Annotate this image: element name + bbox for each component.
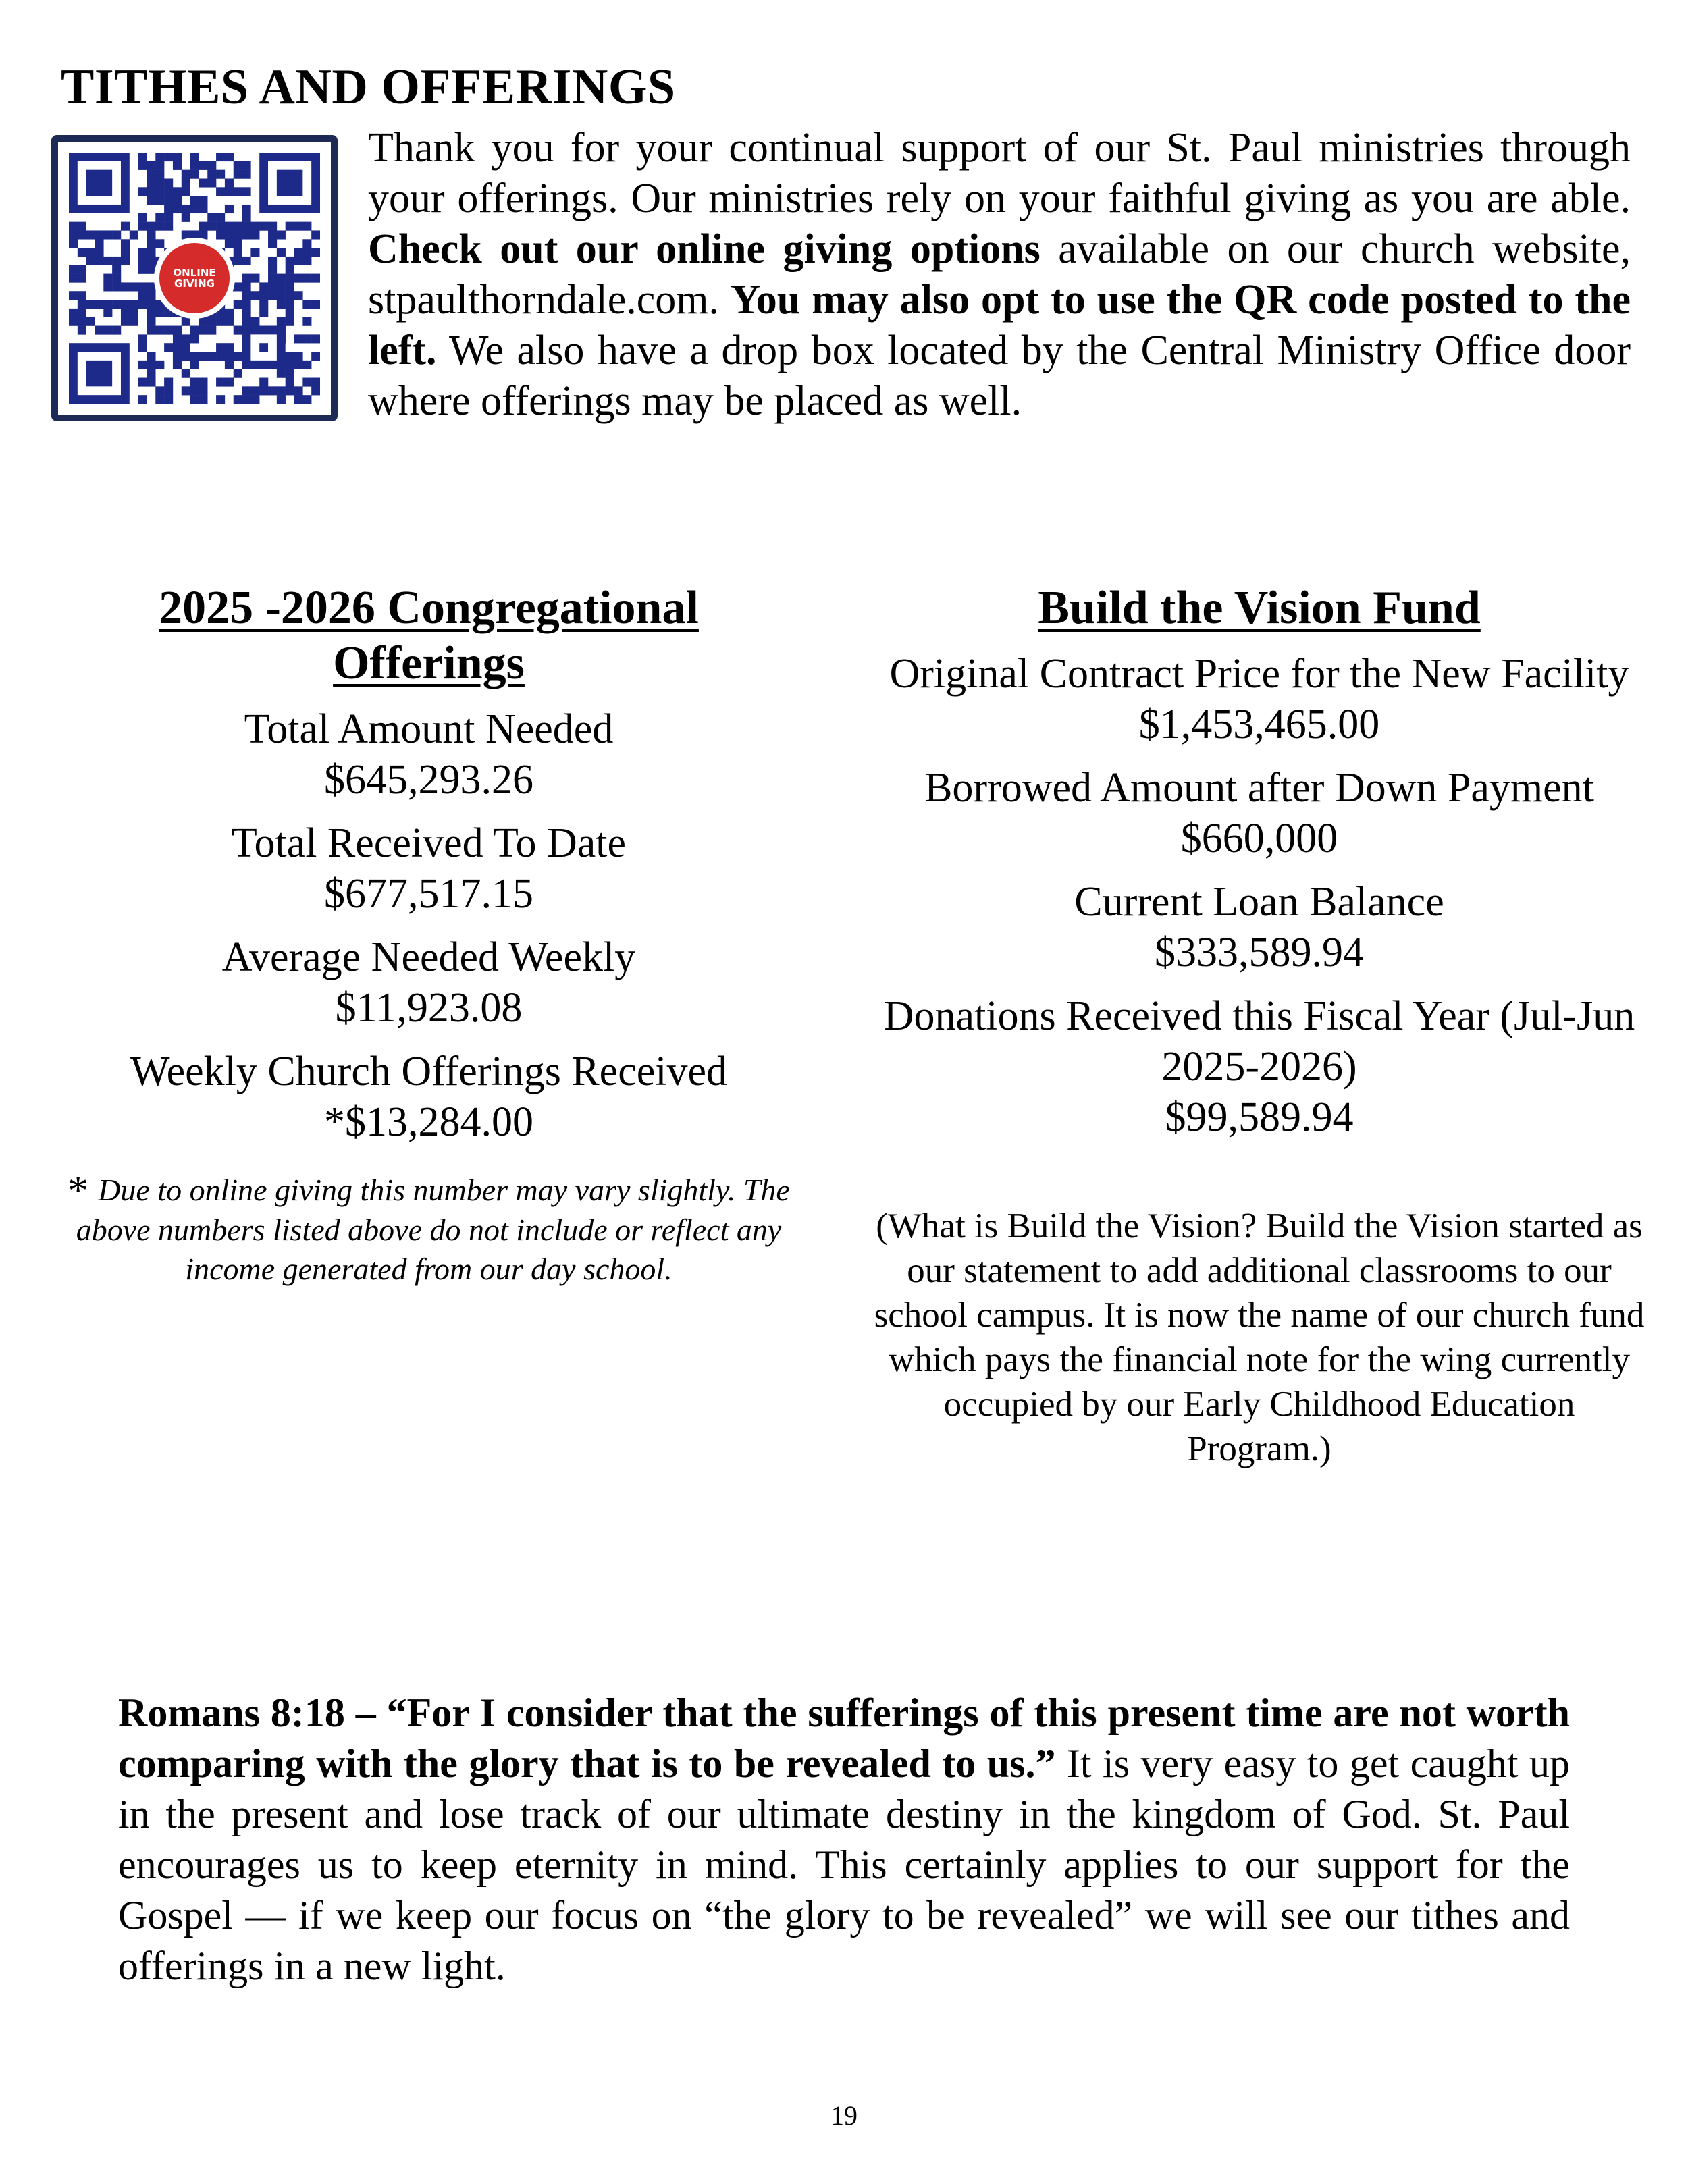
- offerings-item-label: Average Needed Weekly: [221, 934, 636, 980]
- offerings-note-text: Due to online giving this number may vary slightly. The above numbers listed above do not include or reflect any income generated from our day school.: [76, 1173, 790, 1286]
- vision-item-label: Original Contract Price for the New Facility: [889, 651, 1629, 697]
- vision-item: [871, 649, 1647, 750]
- page-number: 19: [830, 2100, 858, 2131]
- offerings-item-label: Total Received To Date: [231, 820, 627, 866]
- offerings-item-value: *$13,284.00: [324, 1099, 533, 1145]
- offerings-item-label: Weekly Church Offerings Received: [130, 1048, 727, 1094]
- intro-bold-1: Check out our online giving options: [368, 226, 1040, 272]
- scripture-commentary: It is very easy to get caught up in the present and lose track of our ultimate destiny in the kingdom of God. St. Paul encourages us to keep eternity in mind. This certainly applies to our support for the Gospel — if we keep our focus on “the glory to be revealed” we will see our tithes and offerings in a new light.: [118, 1741, 1570, 1988]
- vision-item: [871, 763, 1647, 864]
- offerings-item: [61, 932, 797, 1034]
- intro-bold-2: You may also opt to use the QR code posted to the left.: [368, 277, 1631, 373]
- offerings-item-value: $677,517.15: [324, 871, 533, 917]
- vision-column: [871, 581, 1647, 1471]
- vision-item-value: $1,453,465.00: [1138, 701, 1380, 747]
- vision-item-value: $660,000: [1180, 816, 1338, 861]
- offerings-item-label: Total Amount Needed: [244, 706, 614, 752]
- vision-explanation: (What is Build the Vision? Build the Vision started as our statement to add additional classrooms to our school campus. It is now the name of our church fund which pays the financial note for the wing currently occupied by our Early Childhood Education Program.): [874, 1206, 1645, 1468]
- vision-heading: Build the Vision Fund: [1038, 582, 1481, 634]
- page-title: TITHES AND OFFERINGS: [61, 59, 676, 115]
- qr-code[interactable]: [51, 135, 338, 421]
- vision-item-label: Current Loan Balance: [1074, 879, 1444, 925]
- offerings-item: [61, 818, 797, 920]
- offerings-column: [61, 581, 797, 1289]
- badge-line-2: GIVING: [174, 277, 215, 290]
- intro-text-1: Thank you for your continual support of our St. Paul ministries through your offerings. Our ministries rely on your faithful giving as you are able.: [368, 125, 1631, 221]
- vision-item-label: Donations Received this Fiscal Year (Jul-Jun 2025-2026): [883, 993, 1635, 1090]
- offerings-item-value: $645,293.26: [324, 757, 533, 803]
- intro-paragraph: [368, 123, 1631, 427]
- vision-item: [871, 991, 1647, 1143]
- vision-item-value: $333,589.94: [1155, 930, 1364, 976]
- asterisk: *: [68, 1168, 89, 1214]
- scripture-paragraph: [118, 1688, 1570, 1992]
- vision-item-label: Borrowed Amount after Down Payment: [924, 765, 1594, 811]
- offerings-item-value: $11,923.08: [335, 985, 523, 1031]
- vision-item-value: $99,589.94: [1165, 1094, 1354, 1140]
- intro-text-2: available on our church website, stpaulthorndale.com.: [368, 226, 1631, 323]
- intro-text-3: We also have a drop box located by the Central Ministry Office door where offerings may be placed as well.: [368, 327, 1631, 424]
- scripture-quote: Romans 8:18 – “For I consider that the sufferings of this present time are not worth comparing with the glory that is to be revealed to us.”: [118, 1690, 1570, 1786]
- offerings-item: [61, 1046, 797, 1148]
- offerings-heading: 2025 -2026 Congregational Offerings: [159, 582, 699, 689]
- offerings-item: [61, 704, 797, 805]
- offerings-note: [61, 1168, 797, 1289]
- online-giving-badge: [159, 243, 230, 313]
- badge-line-1: ONLINE: [173, 267, 216, 279]
- vision-item: [871, 877, 1647, 978]
